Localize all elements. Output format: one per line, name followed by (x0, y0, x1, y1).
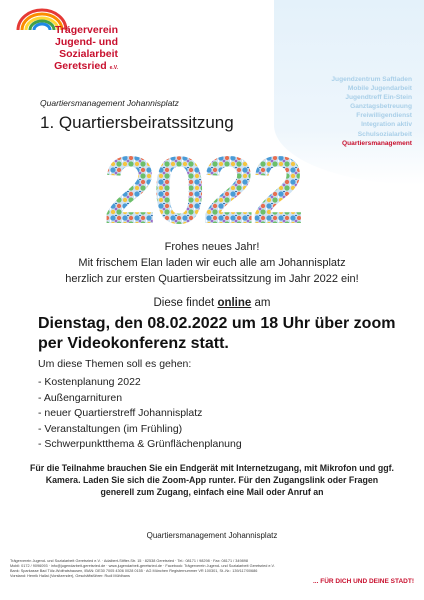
footer-line-1: Trägerverein Jugend- und Sozialarbeit Geretsried e.V. · Adalbert-Stifter-Str. 15 · 82538 Geretsried · Tel.: 08171 / 98298 · Fax: 08171 / 349898 (10, 559, 248, 563)
service-item: Mobile Jugendarbeit (347, 85, 412, 93)
year-text: 2022 (103, 137, 301, 244)
online-after: am (251, 297, 271, 309)
logo-line-2: Jugend- und Sozialarbeit (55, 36, 118, 60)
topic-item: - Außengarnituren (38, 391, 123, 404)
service-item: Quartiersmanagement (342, 139, 412, 147)
service-item: Jugendzentrum Saftladen (331, 76, 412, 83)
logo (10, 8, 120, 80)
page-title: 1. Quartiersbeiratssitzung (40, 113, 234, 132)
greeting-line-1: Frohes neues Jahr! (164, 241, 260, 253)
online-word: online (217, 297, 252, 309)
logo-suffix: e.V. (109, 65, 118, 71)
service-item: Jugendtreff Ein-Stein (345, 94, 412, 102)
greeting-line-2: Mit frischem Elan laden wir euch alle am Johannisplatz (78, 257, 346, 269)
topic-item: - Kostenplanung 2022 (38, 376, 141, 388)
service-item: Ganztagsbetreuung (350, 103, 412, 111)
service-item: Integration aktiv (361, 121, 412, 129)
logo-line-1: Trägerverein (54, 24, 118, 36)
signature: Quartiersmanagement Johannisplatz (146, 531, 278, 540)
footer-line-4: Vorstand: Henrik Hallai (Vorsitzender), Geschäftsführer: Rudi Mühlhans (10, 574, 130, 578)
logo-line-3: Geretsried e.V. (54, 60, 118, 72)
participation-notice: Für die Teilnahme brauchen Sie ein Endgerät mit Internetzugang, mit Mikrofon und ggf. Kamera. Laden Sie sich die Zoom-App runter. Für den Zugangslink oder Fragen generell zum Zugang, einfach eine Mail oder Anruf an (30, 463, 394, 497)
footer (10, 559, 310, 579)
online-notice (0, 297, 424, 309)
services-list (331, 75, 412, 148)
topic-item: - neuer Quartierstreff Johannisplatz (38, 407, 203, 420)
meeting-date: Dienstag, den 08.02.2022 um 18 Uhr über zoom per Videokonferenz statt. (38, 315, 396, 352)
greeting-line-3: herzlich zur ersten Quartiersbeiratssitzung im Jahr 2022 ein! (65, 273, 359, 285)
online-before: Diese findet (153, 297, 218, 309)
year-2022-mosaic (103, 137, 301, 244)
topic-item: - Veranstaltungen (im Frühling) (38, 422, 183, 435)
topic-item: - Schwerpunktthema & Grünflächenplanung (38, 438, 242, 451)
slogan: ... FÜR DICH UND DEINE STADT! (313, 578, 414, 585)
footer-line-2: Mobil: 0172 / 9096093 · info@jugendarbeit-geretsried.de · www.jugendarbeit-geretsried.de · Facebook: Trägerverein Jugend- und Sozialarbeit Geretsried e.V. (10, 564, 275, 568)
page-subtitle: Quartiersmanagement Johannisplatz (40, 98, 179, 108)
footer-line-3: Bank: Sparkasse Bad Tölz-Wolfratshausen, IBAN: DE30 7005 4306 0028 0155 · AG München Registernummer VR 100301, St.-Nr.: 139/117/00686 (10, 569, 258, 573)
topics-list (38, 375, 242, 453)
service-item: Freiwilligendienst (356, 112, 412, 120)
greeting (0, 239, 424, 287)
topics-intro: Um diese Themen soll es gehen: (38, 358, 192, 370)
logo-text (10, 24, 118, 74)
service-item: Schulsozialarbeit (357, 130, 412, 138)
